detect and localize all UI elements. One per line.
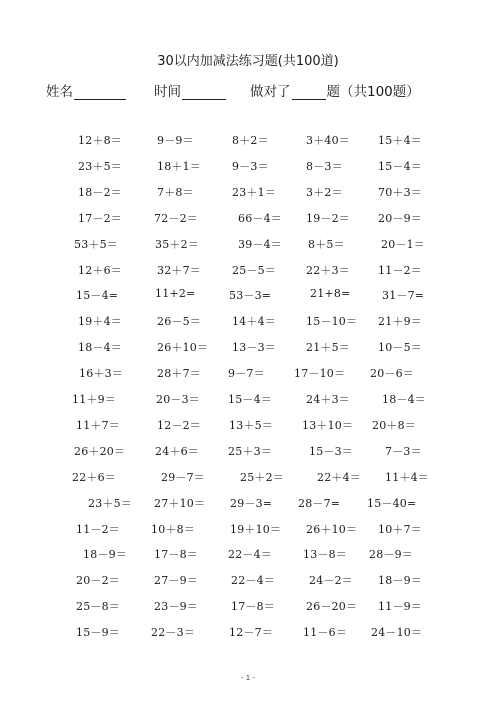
exercise-problem: 13－3＝ (232, 341, 276, 355)
exercise-problem: 23＋5＝ (88, 496, 132, 510)
time-label: 时间 (154, 84, 181, 100)
exercise-row (0, 210, 496, 224)
exercise-problem: 25＋2＝ (240, 470, 284, 484)
exercise-problem: 22－3＝ (151, 626, 195, 640)
exercise-problem: 20＋8＝ (372, 418, 416, 432)
exercise-problem: 70＋3＝ (378, 185, 422, 199)
exercise-problem: 16＋3＝ (79, 367, 123, 381)
exercise-problem: 20－9＝ (378, 211, 422, 225)
exercise-problem: 18＋1＝ (157, 159, 201, 173)
exercise-row (0, 521, 496, 535)
exercise-problem: 19－2＝ (306, 211, 350, 225)
exercise-problem: 17－8＝ (154, 548, 198, 562)
exercise-problem: 23＋1＝ (232, 185, 276, 199)
exercise-problem: 20－2＝ (76, 574, 120, 588)
exercise-problem: 15－4= (76, 289, 119, 303)
exercise-problem: 24－2＝ (309, 574, 353, 588)
total-label: 题（共100题） (326, 84, 420, 100)
page-number: - 1 - (241, 674, 255, 682)
exercise-problem: 23－9＝ (154, 600, 198, 614)
exercise-problem: 18－4＝ (382, 393, 426, 406)
exercise-row (0, 443, 496, 457)
exercise-problem: 20－1＝ (381, 237, 425, 251)
exercise-problem: 11＋4＝ (385, 470, 429, 484)
correct-label: 做对了 (250, 84, 291, 100)
exercise-problem: 28－9＝ (369, 548, 413, 562)
exercise-problem: 22－4＝ (228, 548, 272, 562)
exercise-problem: 26＋10＝ (306, 522, 358, 536)
exercise-problem: 8＋5＝ (308, 237, 345, 251)
exercise-problem: 27＋10＝ (154, 496, 206, 510)
exercise-problem: 24＋6＝ (155, 444, 199, 458)
exercise-row (0, 236, 496, 250)
exercise-problem: 18－9＝ (83, 548, 127, 562)
exercise-problem: 11＋9＝ (72, 393, 116, 406)
exercise-problem: 25－8＝ (76, 600, 120, 614)
exercise-row (0, 132, 496, 146)
name-label: 姓名 (46, 84, 73, 100)
exercise-problem: 10＋8＝ (151, 522, 195, 536)
exercise-problem: 15＋4＝ (378, 134, 422, 147)
exercise-problem: 20－3＝ (156, 393, 200, 406)
exercise-problem: 15－4＝ (378, 159, 422, 173)
exercise-problem: 31－7= (382, 289, 425, 303)
exercise-problem: 13＋10＝ (302, 418, 354, 432)
exercise-problem: 8－3＝ (306, 159, 343, 173)
exercise-problem: 11+2= (155, 287, 196, 301)
exercise-problem: 17－2＝ (78, 211, 122, 225)
exercise-problem: 10－5＝ (378, 341, 422, 355)
page-title: 30以内加减法练习题(共100道) (157, 54, 339, 69)
exercise-problem: 12＋8＝ (78, 134, 122, 147)
exercise-problem: 29－7＝ (161, 470, 205, 484)
exercise-row (0, 495, 496, 509)
exercise-problem: 17－8＝ (231, 600, 275, 614)
exercise-problem: 14＋4＝ (232, 315, 276, 329)
exercise-problem: 25－5＝ (232, 263, 276, 277)
exercise-row (0, 287, 496, 301)
exercise-problem: 15－4＝ (228, 393, 272, 406)
exercise-problem: 3＋2＝ (306, 185, 343, 199)
exercise-row (0, 572, 496, 586)
exercise-problem: 26＋20＝ (74, 444, 126, 458)
exercise-row (0, 262, 496, 276)
exercise-problem: 26＋10＝ (157, 341, 209, 355)
exercise-problem: 72－2＝ (154, 211, 198, 225)
exercise-problem: 24－10＝ (371, 626, 423, 640)
exercise-problem: 53－3= (229, 289, 272, 303)
exercise-problem: 13－8＝ (303, 548, 347, 562)
exercise-problem: 9－9＝ (157, 134, 194, 147)
exercise-problem: 26－5＝ (157, 315, 201, 329)
exercise-problem: 53＋5＝ (74, 237, 118, 251)
exercise-problem: 20－6＝ (370, 367, 414, 381)
exercise-problem: 22＋6＝ (72, 470, 116, 484)
exercise-problem: 10＋7＝ (378, 522, 422, 536)
exercise-problem: 39－4＝ (238, 237, 282, 251)
exercise-problem: 21＋5＝ (306, 341, 350, 355)
exercise-row (0, 391, 496, 405)
exercise-problem: 21＋9＝ (378, 315, 422, 329)
exercise-problem: 29－3= (230, 496, 273, 510)
exercise-problem: 17－10＝ (294, 367, 346, 381)
exercise-problem: 12－2＝ (157, 418, 201, 432)
exercise-problem: 23＋5＝ (78, 159, 122, 173)
exercise-problem: 18－2＝ (78, 185, 122, 199)
exercise-problem: 28－7= (298, 496, 341, 510)
exercise-problem: 28＋7＝ (157, 367, 201, 381)
exercise-problem: 12＋6＝ (78, 263, 122, 277)
exercise-row (0, 546, 496, 560)
exercise-problem: 7＋8＝ (157, 185, 194, 199)
exercise-problem: 19＋10＝ (230, 522, 282, 536)
exercise-problem: 3＋40＝ (306, 134, 350, 147)
exercise-problem: 26－20＝ (306, 600, 358, 614)
exercise-problem: 22－4＝ (231, 574, 275, 588)
exercise-problem: 8＋2＝ (232, 134, 269, 147)
exercise-row (0, 598, 496, 612)
exercise-problem: 11－9＝ (378, 600, 422, 614)
exercise-row (0, 469, 496, 483)
exercise-problem: 11－2＝ (76, 522, 120, 536)
exercise-problem: 25＋3＝ (228, 444, 272, 458)
exercise-problem: 12－7＝ (229, 626, 273, 640)
exercise-problem: 9－3＝ (232, 159, 269, 173)
exercise-row (0, 624, 496, 638)
exercise-problem: 15－40= (367, 496, 417, 510)
exercise-problem: 15－10＝ (306, 315, 358, 329)
exercise-problem: 18－9＝ (378, 574, 422, 588)
exercise-row (0, 184, 496, 198)
exercise-row (0, 417, 496, 431)
exercise-row (0, 365, 496, 379)
exercise-problem: 11－6＝ (303, 626, 347, 640)
exercise-problem: 13＋5＝ (229, 418, 273, 432)
exercise-problem: 24＋3＝ (306, 393, 350, 406)
exercise-problem: 35＋2＝ (155, 237, 199, 251)
exercise-problem: 11＋7＝ (76, 418, 120, 432)
exercise-problem: 15－3＝ (309, 444, 353, 458)
exercise-problem: 18－4＝ (78, 341, 122, 355)
exercise-row (0, 158, 496, 172)
exercise-problem: 32＋7＝ (157, 263, 201, 277)
exercise-row (0, 339, 496, 353)
exercise-problem: 11－2＝ (378, 263, 422, 277)
exercise-problem: 21+8= (310, 287, 351, 301)
exercise-problem: 9－7＝ (228, 367, 265, 381)
exercise-problem: 66－4＝ (238, 211, 282, 225)
exercise-problem: 27－9＝ (154, 574, 198, 588)
exercise-problem: 22＋4＝ (317, 470, 361, 484)
exercise-row (0, 313, 496, 327)
exercise-problem: 15－9＝ (76, 626, 120, 640)
exercise-problem: 22＋3＝ (306, 263, 350, 277)
exercise-problem: 7－3＝ (385, 444, 422, 458)
exercise-problem: 19＋4＝ (78, 315, 122, 329)
